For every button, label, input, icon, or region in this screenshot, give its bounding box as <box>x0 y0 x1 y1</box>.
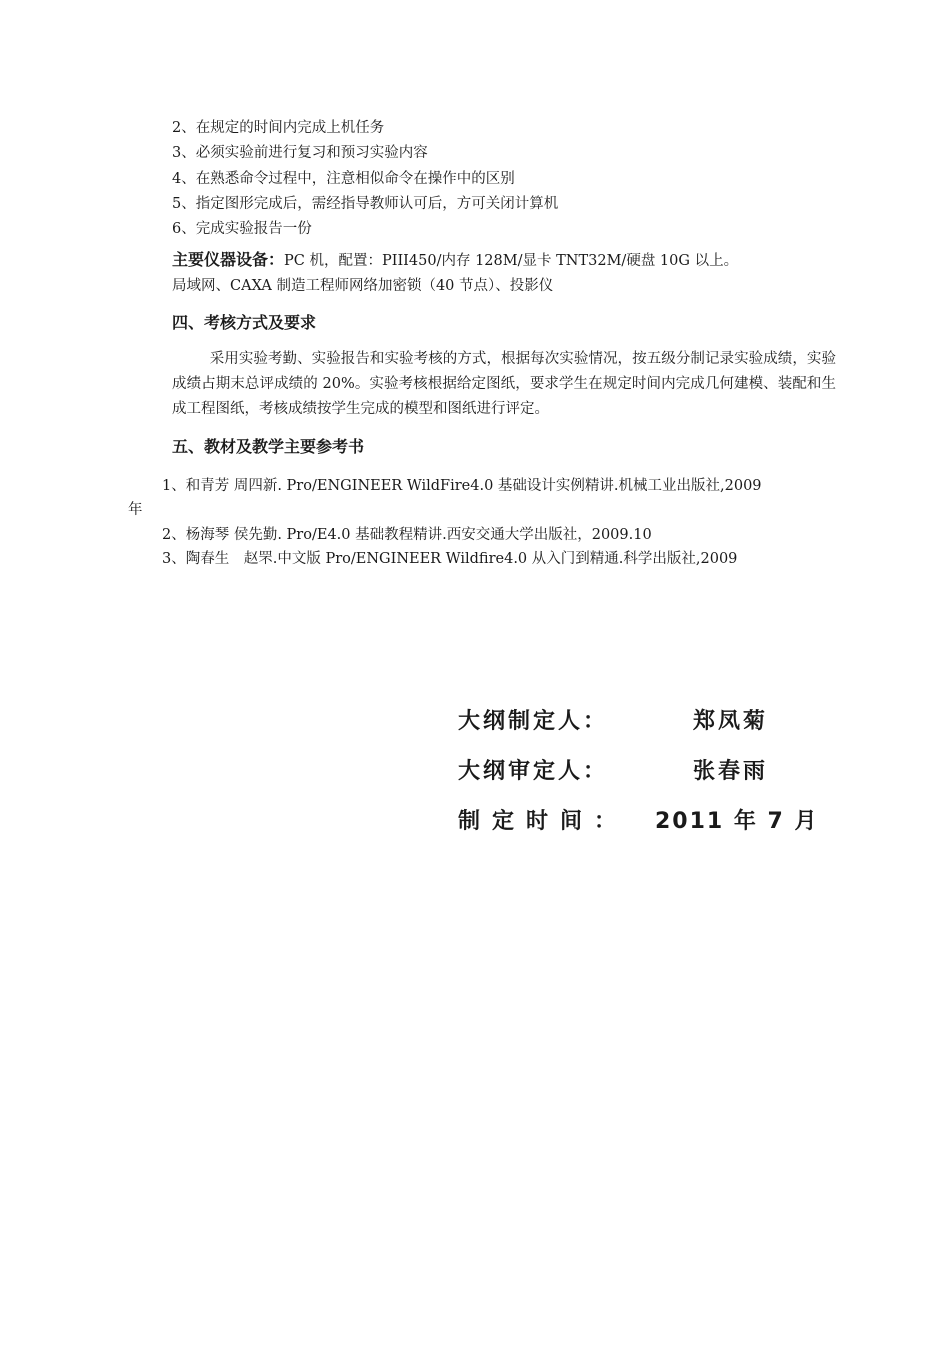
equipment-spec: PC 机，配置：PIII450/内存 128M/显卡 TNT32M/硬盘 10G 以上。 <box>284 253 739 269</box>
reference-item: 2、杨海琴 侯先勤. Pro/E4.0 基础教程精讲.西安交通大学出版社，2009.10 <box>162 527 652 543</box>
equipment-label: 主要仪器设备： <box>172 250 285 269</box>
reviewer-label: 大纲审定人： <box>458 759 609 784</box>
reference-item: 1、和青芳 周四新. Pro/ENGINEER WildFire4.0 基础设计实例精讲.机械工业出版社,2009 <box>162 478 762 494</box>
requirement-item: 4、在熟悉命令过程中，注意相似命令在操作中的区别 <box>172 171 515 187</box>
author-name: 郑凤菊 <box>693 709 769 734</box>
equipment-line <box>172 250 738 271</box>
requirement-item: 6、完成实验报告一份 <box>172 221 312 237</box>
date-label: 制定时间： <box>458 809 629 834</box>
reference-item: 3、陶春生 赵罘.中文版 Pro/ENGINEER Wildfire4.0 从入门到精通.科学出版社,2009 <box>162 551 738 567</box>
assessment-paragraph: 采用实验考勤、实验报告和实验考核的方式，根据每次实验情况，按五级分制记录实验成绩，实验成绩占期末总评成绩的 20%。实验考核根据给定图纸，要求学生在规定时间内完成几何建模、装配和生成工程图纸，考核成绩按学生完成的模型和图纸进行评定。 <box>172 351 836 417</box>
reference-item-wrap: 年 <box>128 502 143 518</box>
equipment-line-2: 局域网、CAXA 制造工程师网络加密锁（40 节点）、投影仪 <box>172 278 554 294</box>
requirement-item: 5、指定图形完成后，需经指导教师认可后，方可关闭计算机 <box>172 196 559 212</box>
section-5-heading: 五、教材及教学主要参考书 <box>172 437 365 456</box>
requirement-item: 2、在规定的时间内完成上机任务 <box>172 120 385 136</box>
author-label: 大纲制定人： <box>458 709 609 734</box>
reviewer-name: 张春雨 <box>693 759 769 784</box>
requirement-item: 3、必须实验前进行复习和预习实验内容 <box>172 145 428 161</box>
section-4-heading: 四、考核方式及要求 <box>172 313 317 332</box>
date-value: 2011 年 7 月 <box>655 809 819 834</box>
